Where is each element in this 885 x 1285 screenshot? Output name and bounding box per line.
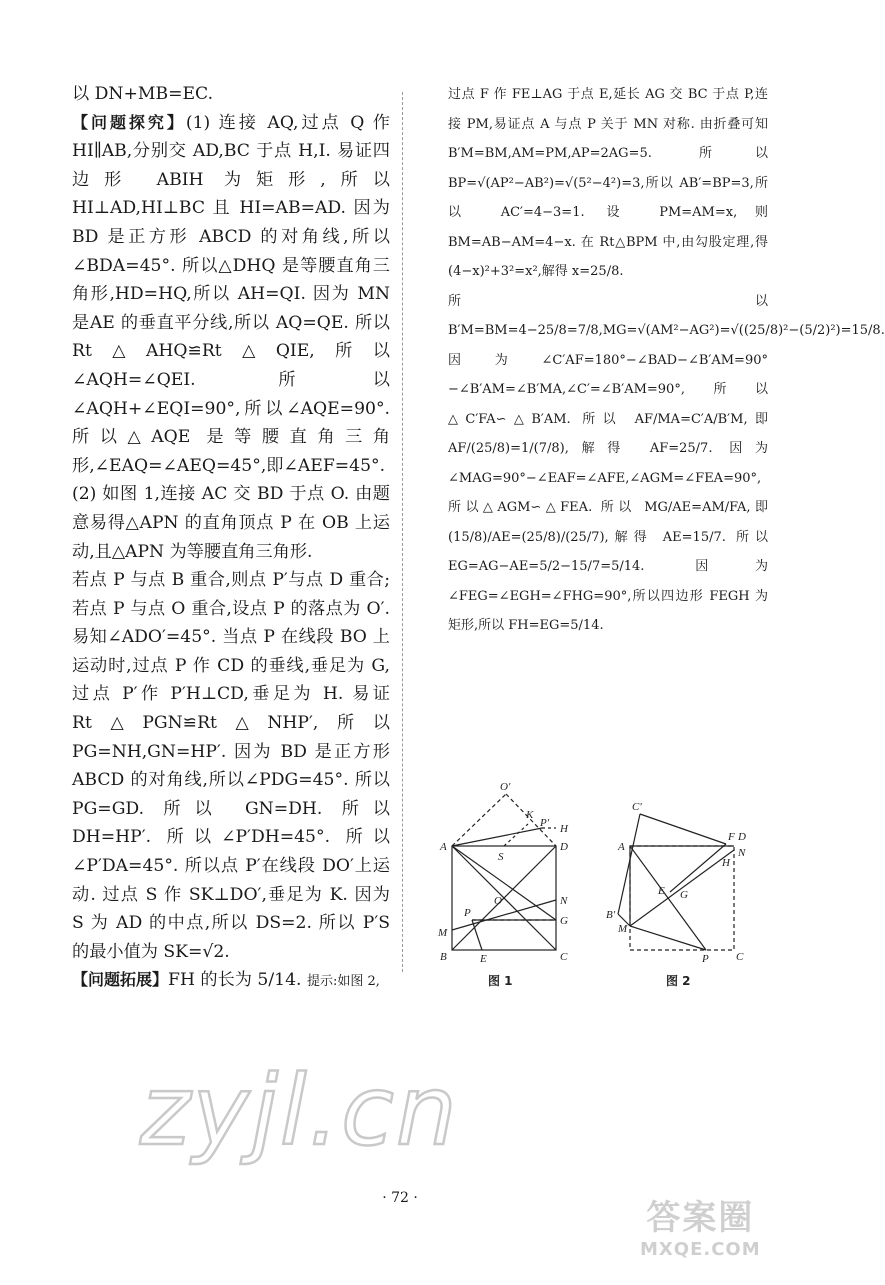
fig1-label-10: P xyxy=(464,907,471,919)
watermark-corner-big: 答案圈 xyxy=(646,1198,755,1238)
figures-svg xyxy=(430,780,770,990)
figure-1-labels xyxy=(437,781,569,988)
extend-label: 【问题拓展】 xyxy=(72,970,169,990)
fig2-label-6: E xyxy=(658,885,665,897)
fig1-label-8: N xyxy=(560,895,568,907)
explore-label: 【问题探究】 xyxy=(72,112,186,132)
fig2-label-0: C′ xyxy=(632,801,642,813)
column-divider xyxy=(402,92,403,972)
watermark-main: zyjl.cn xyxy=(140,1055,459,1167)
fig1-label-6: D xyxy=(560,841,568,853)
fig1-label-4: A xyxy=(440,841,447,853)
fig1-label-14: C xyxy=(560,951,568,963)
fig1-label-9: M xyxy=(438,927,448,939)
fig2-label-10: P xyxy=(702,953,709,965)
fig2-line-mp xyxy=(630,926,706,950)
watermark-corner xyxy=(640,1190,761,1260)
fig1-label-1: K xyxy=(526,809,534,821)
fig2-label-5: H xyxy=(722,857,730,869)
fig2-line-cb xyxy=(618,814,640,914)
right-line-1: 过点 F 作 FE⊥AG 于点 E,延长 AG 交 BC 于点 P,连接 PM,易证点 A 与点 P 关于 MN 对称. 由折叠可知 B′M=BM,AM=PM,AP=2AG=5. 所以 BP=√(AP²−AB²)=√(5²−4²)=3,所以 AB′=BP=3,所以 AC′=4−3=1. 设 PM=AM=x,则 BM=AB−AM=4−x. 在 Rt△BPM 中,由勾股定理,得(4−x)²+3²=x²,解得 x=25/8. xyxy=(448,87,768,279)
fig1-line-ao xyxy=(452,794,506,846)
extend-text: FH 的长为 5/14. xyxy=(168,970,302,991)
fig2-line-cf xyxy=(640,814,726,844)
left-intro: 以 DN+MB=EC. xyxy=(72,84,214,104)
fig1-label-12: B xyxy=(440,951,447,963)
fig2-label-8: B′ xyxy=(606,909,616,921)
fig1-label-3: H xyxy=(560,823,568,835)
fig2-label-1: F xyxy=(728,831,735,843)
fig1-caption: 图 1 xyxy=(488,974,513,988)
fig1-label-2: P′ xyxy=(540,817,550,829)
fig1-label-11: G xyxy=(560,915,568,927)
fig2-label-4: N xyxy=(738,847,746,859)
figure-2-labels xyxy=(606,801,746,988)
figure-2 xyxy=(618,814,734,950)
right-line-2: 所以 B′M=BM=4−25/8=7/8,MG=√(AM²−AG²)=√((25/8)²−(5/2)²)=15/8. 因为∠C′AF=180°−∠BAD−∠B′AM=90°−∠B′AM=∠B′MA,∠C′=∠B′AM=90°,所以△C′FA∽△B′AM. 所以 AF/MA=C′A/B′M,即 AF/(25/8)=1/(7/8),解得 AF=25/7. 因为∠MAG=90°−∠EAF=∠AFE,∠AGM=∠FEA=90°,所以△AGM∽△FEA. 所以 MG/AE=AM/FA,即 (15/8)/AE=(25/8)/(25/7),解得 AE=15/7. 所以 EG=AG−AE=5/2−15/7=5/14. 因为∠FEG=∠EGH=∠FHG=90°,所以四边形 FEGH 为矩形,所以 FH=EG=5/14. xyxy=(448,293,885,633)
fig2-line-mn xyxy=(630,850,734,926)
fig1-label-13: E xyxy=(480,953,487,965)
fig2-label-7: G xyxy=(680,889,688,901)
explore-part-1-text: (1) 连接 AQ,过点 Q 作 HI∥AB,分别交 AD,BC 于点 H,I. 易证四边形 ABIH 为矩形,所以 HI⊥AD,HI⊥BC 且 HI=AB=AD. 因为 BD 是正方形 ABCD 的对角线,所以∠BDA=45°. 所以△DHQ 是等腰直角三角形,HD=HQ,所以 AH=QI. 因为 MN 是AE 的垂直平分线,所以 AQ=QE. 所以 Rt△AHQ≌Rt△QIE,所以∠AQH=∠QEI. 所以∠AQH+∠EQI=90°,所以∠AQE=90°. 所以△AQE 是等腰直角三角形,∠EAQ=∠AEQ=45°,即∠AEF=45°. xyxy=(72,112,390,476)
explore-part-3: 若点 P 与点 B 重合,则点 P′与点 D 重合;若点 P 与点 O 重合,设点 P 的落点为 O′. 易知∠ADO′=45°. 当点 P 在线段 BO 上运动时,过点 P 作 CD 的垂线,垂足为 G,过点 P′作 P′H⊥CD,垂足为 H. 易证 Rt△PGN≌Rt△NHP′,所以 PG=NH,GN=HP′. 因为 BD 是正方形 ABCD 的对角线,所以∠PDG=45°. 所以 PG=GD. 所以 GN=DH. 所以 DH=HP′. 所以∠P′DH=45°. 所以∠P′DA=45°. 所以点 P′在线段 DO′上运动. 过点 S 作 SK⊥DO′,垂足为 K. 因为 S 为 AD 的中点,所以 DS=2. 所以 P′S 的最小值为 SK=√2. xyxy=(72,570,390,962)
extend-paragraph xyxy=(72,966,390,997)
right-column xyxy=(448,80,885,641)
explore-part-2: (2) 如图 1,连接 AC 交 BD 于点 O. 由题意易得△APN 的直角顶点 P 在 OB 上运动,且△APN 为等腰直角三角形. xyxy=(72,484,390,562)
fig1-label-5: S xyxy=(498,851,504,863)
fig2-caption: 图 2 xyxy=(666,974,691,988)
figures-area xyxy=(430,780,770,990)
fig1-label-7: O xyxy=(494,895,502,907)
fig2-label-9: M xyxy=(618,923,628,935)
tip-text: 提示:如图 2, xyxy=(306,974,380,990)
fig2-label-2: D xyxy=(738,831,746,843)
explore-part-1 xyxy=(72,109,390,481)
fig2-label-3: A xyxy=(618,841,625,853)
page-number: · 72 · xyxy=(382,1190,418,1206)
watermark-corner-url: MXQE.COM xyxy=(640,1239,761,1260)
fig1-line-ap xyxy=(452,828,542,846)
fig2-label-11: C xyxy=(736,951,744,963)
left-column xyxy=(72,80,390,997)
fig2-line-fe xyxy=(670,844,726,892)
fig1-label-0: O′ xyxy=(500,781,511,793)
